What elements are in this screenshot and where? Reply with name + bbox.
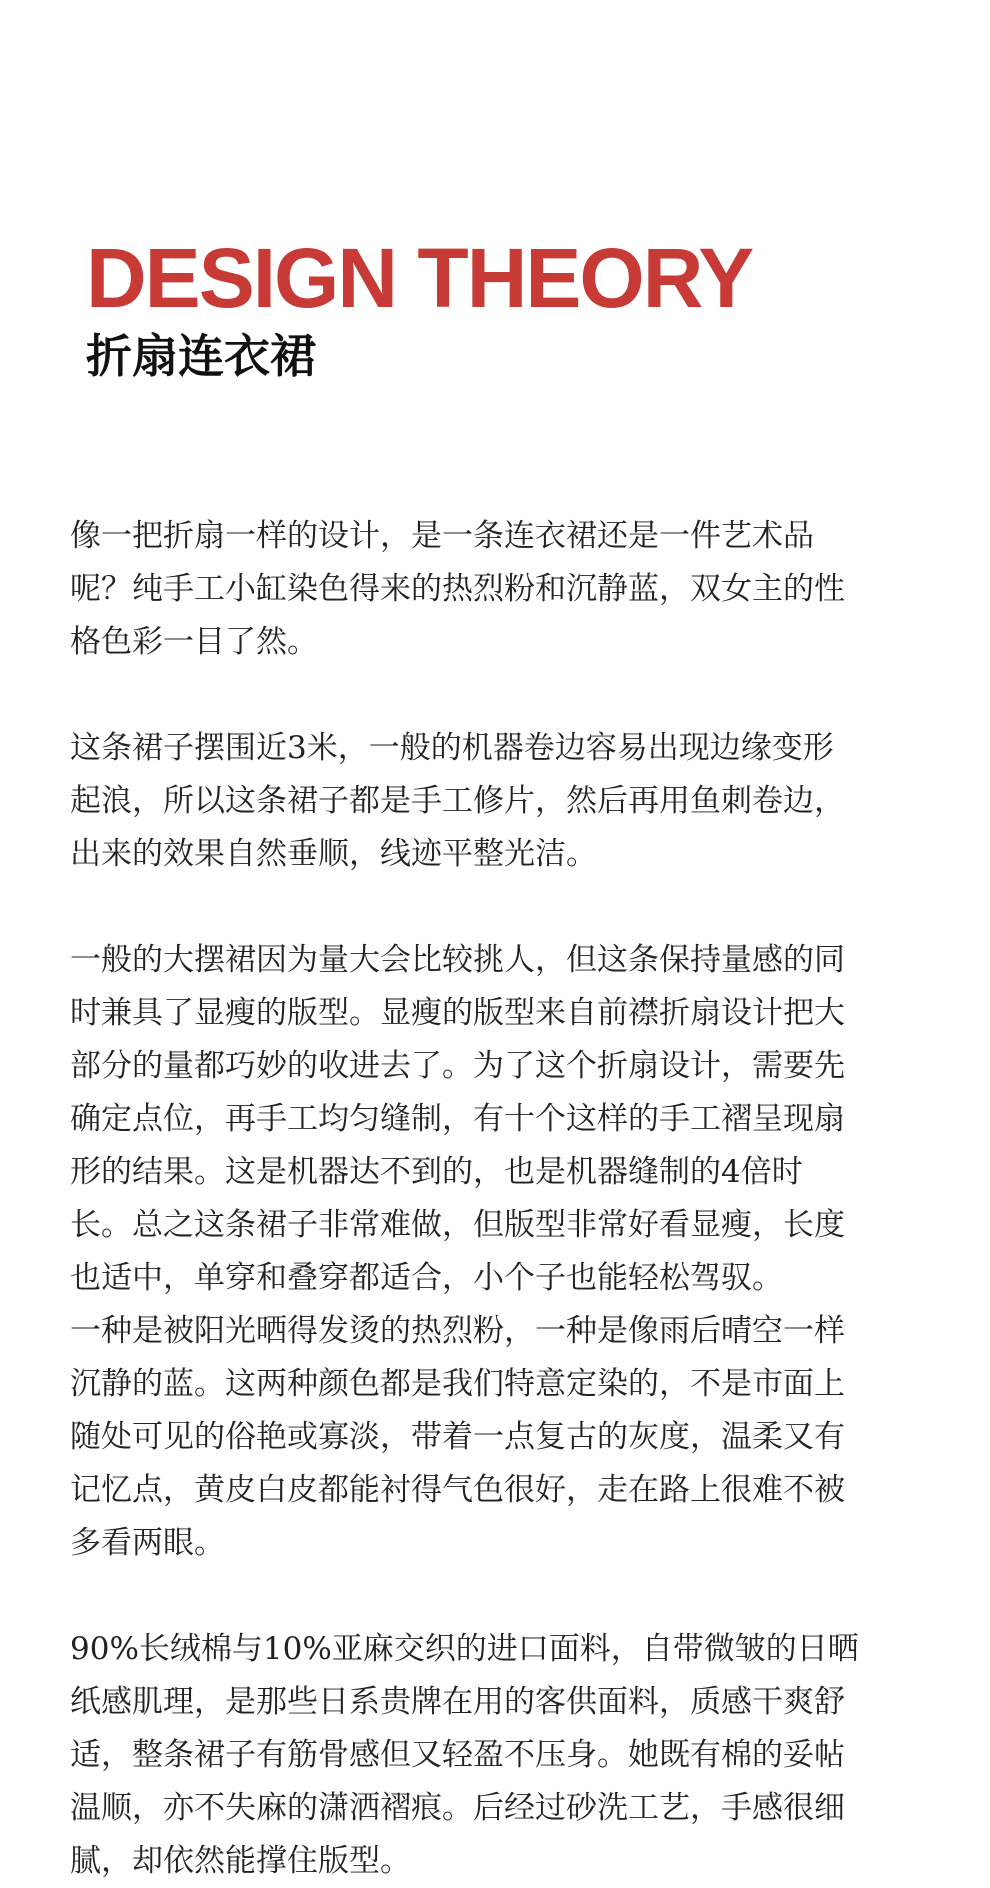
title-english: DESIGN THEORY [86,231,753,325]
text-line: 格色彩一目了然。 [70,624,318,660]
text-line: 多看两眼。 [70,1525,225,1561]
text-line: 呢？纯手工小缸染色得来的热烈粉和沉静蓝，双女主的性 [70,571,845,607]
paragraph-intro [70,510,928,669]
body-text [70,510,928,1888]
text-line: 纸感肌理，是那些日系贵牌在用的客供面料，质感干爽舒 [70,1684,845,1720]
text-line: 一种是被阳光晒得发烫的热烈粉，一种是像雨后晴空一样 [70,1313,845,1349]
text-line: 温顺，亦不失麻的潇洒褶痕。后经过砂洗工艺，手感很细 [70,1790,845,1826]
text-line: 一般的大摆裙因为量大会比较挑人，但这条保持量感的同 [70,942,845,978]
text-line: 出来的效果自然垂顺，线迹平整光洁。 [70,836,597,872]
text-line: 适，整条裙子有筋骨感但又轻盈不压身。她既有棉的妥帖 [70,1737,845,1773]
text-line: 沉静的蓝。这两种颜色都是我们特意定染的，不是市面上 [70,1366,845,1402]
text-line: 记忆点，黄皮白皮都能衬得气色很好，走在路上很难不被 [70,1472,845,1508]
text-line: 时兼具了显瘦的版型。显瘦的版型来自前襟折扇设计把大 [70,995,845,1031]
text-line: 起浪，所以这条裙子都是手工修片，然后再用鱼刺卷边， [70,783,845,819]
paragraph-fabric [70,1623,928,1888]
text-line: 部分的量都巧妙的收进去了。为了这个折扇设计，需要先 [70,1048,845,1084]
paragraph-fit-and-color [70,934,928,1570]
title-chinese: 折扇连衣裙 [86,329,316,383]
text-line: 也适中，单穿和叠穿都适合，小个子也能轻松驾驭。 [70,1260,783,1296]
text-line: 这条裙子摆围近3米，一般的机器卷边容易出现边缘变形 [70,730,834,766]
text-line: 90%长绒棉与10%亚麻交织的进口面料，自带微皱的日晒 [70,1631,859,1667]
text-line: 像一把折扇一样的设计，是一条连衣裙还是一件艺术品 [70,518,814,554]
text-line: 确定点位，再手工均匀缝制，有十个这样的手工褶呈现扇 [70,1101,845,1137]
text-line: 腻，却依然能撑住版型。 [70,1843,411,1879]
text-line: 形的结果。这是机器达不到的，也是机器缝制的4倍时 [70,1154,803,1190]
text-line: 随处可见的俗艳或寡淡，带着一点复古的灰度，温柔又有 [70,1419,845,1455]
paragraph-hem [70,722,928,881]
text-line: 长。总之这条裙子非常难做，但版型非常好看显瘦，长度 [70,1207,845,1243]
